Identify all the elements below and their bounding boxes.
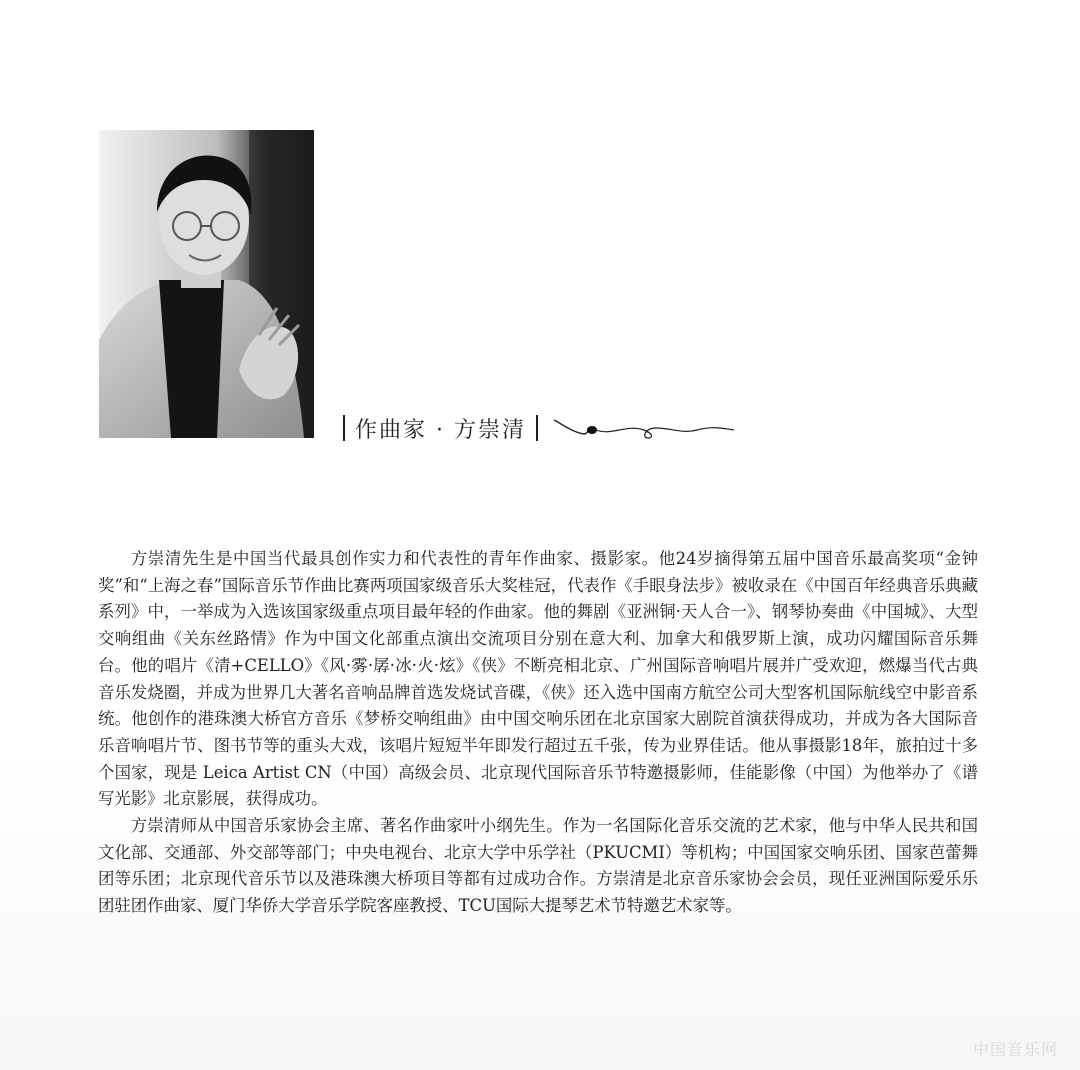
title-right-bar — [536, 415, 538, 441]
bio-paragraph-1: 方崇清先生是中国当代最具创作实力和代表性的青年作曲家、摄影家。他24岁摘得第五届中国音乐最高奖项“金钟奖”和“上海之春”国际音乐节作曲比赛两项国家级音乐大奖桂冠，代表作《手眼身法步》被收录在《中国百年经典音乐典藏系列》中，一举成为入选该国家级重点项目最年轻的作曲家。他的舞剧《亚洲铜·天人合一》、钢琴协奏曲《中国城》、大型交响组曲《关东丝路情》作为中国文化部重点演出交流项目分别在意大利、加拿大和俄罗斯上演，成功闪耀国际音乐舞台。他的唱片《清+CELLO》《风·雾·孱·冰·火·炫》《侠》不断亮相北京、广州国际音响唱片展并广受欢迎，燃爆当代古典音乐发烧圈，并成为世界几大著名音响品牌首选发烧试音碟，《侠》还入选中国南方航空公司大型客机国际航线空中影音系统。他创作的港珠澳大桥官方音乐《梦桥交响组曲》由中国交响乐团在北京国家大剧院首演获得成功，并成为各大国际音乐音响唱片节、图书节等的重头大戏，该唱片短短半年即发行超过五千张，传为业界佳话。他从事摄影18年，旅拍过十多个国家，现是 Leica Artist CN（中国）高级会员、北京现代国际音乐节特邀摄影师，佳能影像（中国）为他举办了《谱写光影》北京影展，获得成功。 — [98, 549, 978, 809]
portrait-photo — [99, 130, 314, 438]
title-separator: · — [436, 417, 446, 443]
title-left-bar — [343, 415, 345, 441]
title-role: 作曲家 — [355, 417, 428, 443]
watermark: 中国音乐网 — [972, 1040, 1058, 1059]
section-title — [343, 408, 538, 448]
portrait-image — [99, 130, 314, 438]
title-name: 方崇清 — [454, 417, 527, 443]
title-text — [355, 413, 526, 444]
music-note-flourish-icon — [552, 408, 737, 448]
biography — [98, 546, 978, 920]
bio-paragraph-2: 方崇清师从中国音乐家协会主席、著名作曲家叶小纲先生。作为一名国际化音乐交流的艺术家，他与中华人民共和国文化部、交通部、外交部等部门；中央电视台、北京大学中乐学社（PKUCMI）等机构；中国国家交响乐团、国家芭蕾舞团等乐团；北京现代音乐节以及港珠澳大桥项目等都有过成功合作。方崇清是北京音乐家协会会员，现任亚洲国际爱乐乐团驻团作曲家、厦门华侨大学音乐学院客座教授、TCU国际大提琴艺术节特邀艺术家等。 — [98, 816, 978, 916]
